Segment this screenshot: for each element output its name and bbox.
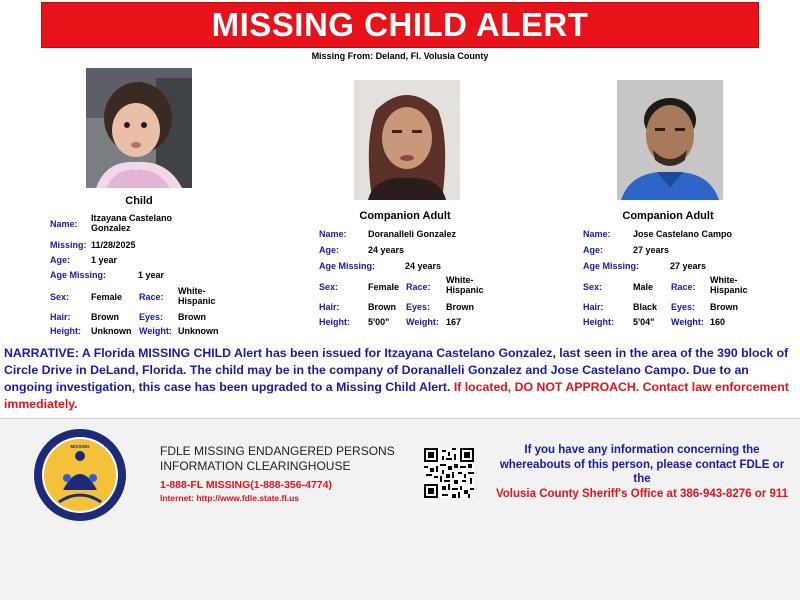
- child-hair-value: Brown: [91, 312, 119, 322]
- companion2-hair-label: Hair:: [583, 302, 604, 312]
- child-title: Child: [125, 195, 153, 207]
- companion2-age-missing-value: 27 years: [670, 261, 707, 271]
- child-height-value: Unknown: [91, 326, 132, 336]
- missing-from: Missing From: Deland, Fl. Volusia County: [311, 51, 489, 61]
- companion1-name-label: Name:: [319, 229, 347, 239]
- companion2-weight-label: Weight:: [671, 317, 704, 327]
- child-missing-value: 11/28/2025: [91, 240, 136, 250]
- hotline-phone: 1-888-FL MISSING(1-888-356-4774): [160, 479, 332, 491]
- child-sex-label: Sex:: [50, 292, 70, 302]
- companion2-sex-label: Sex:: [583, 282, 603, 292]
- companion1-photo: [354, 80, 460, 200]
- narrative-warning: If located, DO NOT APPROACH. Contact law enforcement immediately.: [4, 380, 789, 411]
- companion2-title: Companion Adult: [622, 210, 714, 222]
- companion1-age-value: 24 years: [368, 245, 405, 255]
- child-age-missing-value: 1 year: [138, 270, 165, 280]
- companion1-weight-value: 167: [446, 317, 462, 327]
- child-weight-label: Weight:: [139, 326, 172, 336]
- child-race-label: Race:: [139, 292, 164, 302]
- companion1-title: Companion Adult: [359, 210, 451, 222]
- companion2-race-value: White-Hispanic: [710, 275, 748, 295]
- child-name-value: Itzayana Castelano Gonzalez: [91, 213, 173, 233]
- companion1-hair-value: Brown: [368, 302, 396, 312]
- companion1-height-label: Height:: [319, 317, 350, 327]
- companion2-race-label: Race:: [671, 282, 696, 292]
- companion2-age-label: Age:: [583, 245, 603, 255]
- companion2-age-missing-label: Age Missing:: [583, 261, 640, 271]
- clearinghouse-seal-logo: [33, 428, 127, 522]
- companion1-race-label: Race:: [406, 282, 431, 292]
- companion2-hair-value: Black: [633, 302, 658, 312]
- child-height-label: Height:: [50, 326, 81, 336]
- companion2-age-value: 27 years: [633, 245, 670, 255]
- contact-line-3: the: [633, 473, 651, 485]
- fdle-website-link[interactable]: Internet: http://www.fdle.state.fl.us: [160, 493, 299, 503]
- qr-code[interactable]: [424, 448, 474, 498]
- companion2-height-label: Height:: [583, 317, 614, 327]
- child-sex-value: Female: [91, 292, 123, 302]
- companion1-sex-value: Female: [368, 282, 400, 292]
- alert-banner: [41, 2, 759, 48]
- child-name-label: Name:: [50, 219, 78, 229]
- companion1-race-value: White-Hispanic: [446, 275, 484, 295]
- contact-line-4: Volusia County Sheriff's Office at 386-943-8276 or 911: [495, 487, 789, 500]
- companion1-weight-label: Weight:: [406, 317, 439, 327]
- companion1-height-value: 5'00": [368, 317, 390, 327]
- companion1-eyes-value: Brown: [446, 302, 474, 312]
- companion1-age-missing-label: Age Missing:: [319, 261, 376, 271]
- child-age-missing-label: Age Missing:: [50, 270, 107, 280]
- contact-info: [484, 443, 800, 501]
- companion1-age-missing-value: 24 years: [405, 261, 442, 271]
- contact-line-1: If you have any information concerning the: [524, 444, 760, 456]
- companion2-name-label: Name:: [583, 229, 611, 239]
- alert-title: MISSING CHILD ALERT: [211, 6, 589, 43]
- child-age-label: Age:: [50, 255, 70, 265]
- companion1-age-label: Age:: [319, 245, 339, 255]
- companion1-eyes-label: Eyes:: [406, 302, 431, 312]
- companion2-name-value: Jose Castelano Campo: [633, 229, 733, 239]
- companion1-name-value: Doranalleli Gonzalez: [368, 229, 457, 239]
- child-eyes-label: Eyes:: [139, 312, 164, 322]
- companion2-sex-value: Male: [633, 282, 654, 292]
- child-age-value: 1 year: [91, 255, 118, 265]
- narrative: [4, 345, 794, 413]
- child-race-value: White-Hispanic: [178, 286, 216, 306]
- child-weight-value: Unknown: [178, 326, 219, 336]
- companion2-photo: [617, 80, 723, 200]
- companion2-height-value: 5'04": [633, 317, 655, 327]
- companion1-hair-label: Hair:: [319, 302, 340, 312]
- child-eyes-value: Brown: [178, 312, 206, 322]
- clearinghouse-name-line2: INFORMATION CLEARINGHOUSE: [160, 459, 351, 473]
- child-missing-label: Missing:: [50, 240, 87, 250]
- clearinghouse-name-line1: FDLE MISSING ENDANGERED PERSONS: [160, 444, 395, 458]
- narrative-text: NARRATIVE: A Florida MISSING CHILD Alert has been issued for Itzayana Castelano Gonzalez, last seen in the area of the 390 block of Circle Drive in DeLand, Florida. The child may be in the company of Doranalleli Gonzalez and Jose Castelano Campo. Due to an ongoing investigation, this case has been upgraded to a Missing Child Alert.: [4, 346, 789, 394]
- clearinghouse-name: [160, 444, 395, 474]
- companion2-eyes-value: Brown: [710, 302, 738, 312]
- companion2-weight-value: 160: [710, 317, 726, 327]
- contact-line-2: whereabouts of this person, please contact FDLE or: [499, 458, 785, 471]
- child-photo: [86, 68, 192, 188]
- svg-text:MISSING: MISSING: [70, 444, 90, 449]
- companion2-eyes-label: Eyes:: [671, 302, 696, 312]
- companion1-sex-label: Sex:: [319, 282, 339, 292]
- child-hair-label: Hair:: [50, 312, 71, 322]
